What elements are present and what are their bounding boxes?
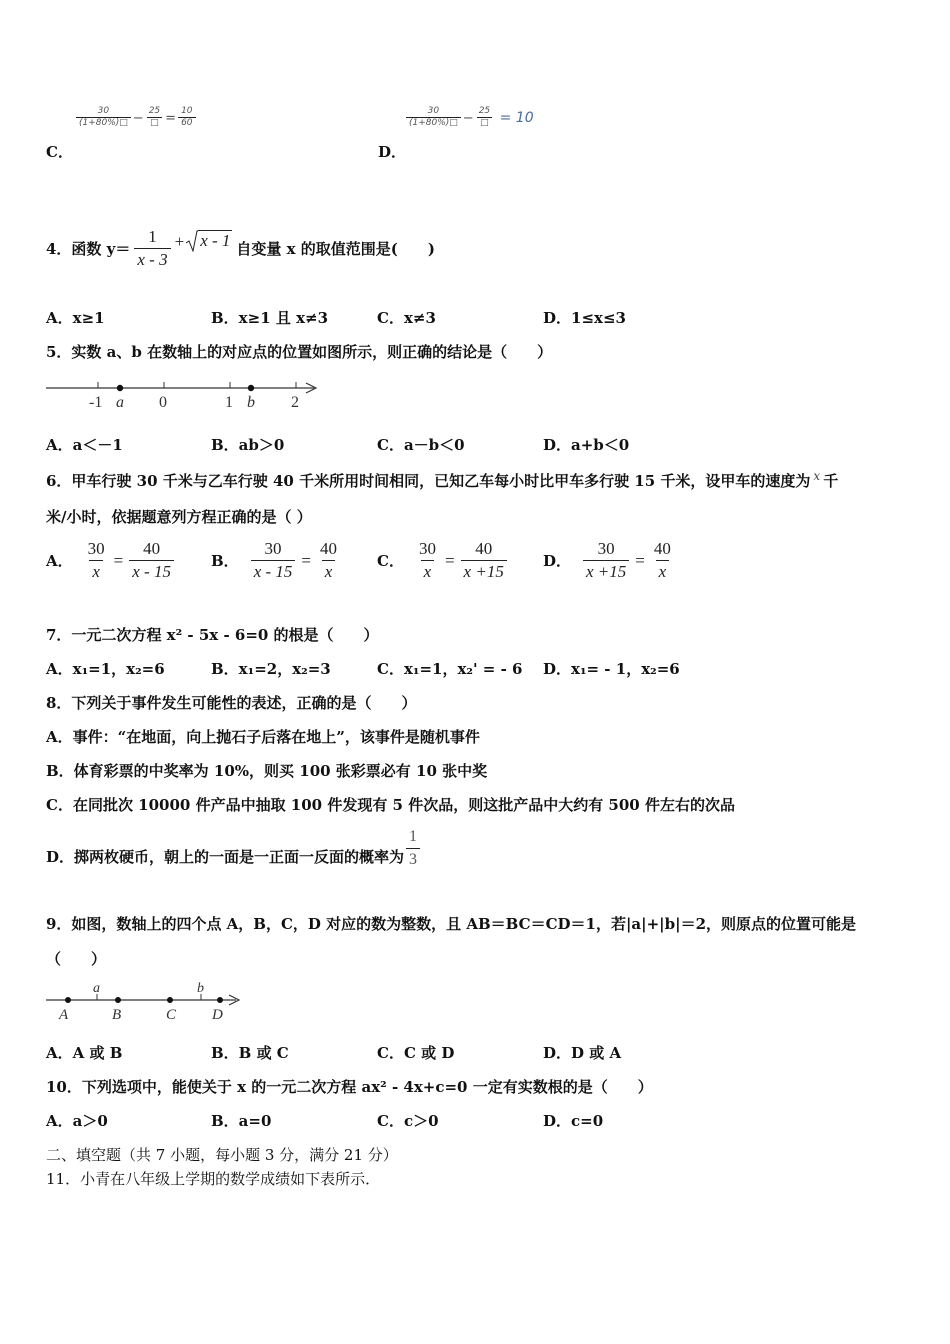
point-label-D: D [212,1007,223,1023]
tick-label-neg1: -1 [89,394,103,411]
q4-option-b: B．x≥1 且 x≠3 [211,309,329,327]
point-B [115,997,121,1003]
q3-option-c: $\frac{30}{(1+80\%)□}$ − $\frac{25}{□}$ = $\frac{10}{60}$ [74,106,198,129]
q7-stem: 7．一元二次方程 x² - 5x - 6=0 的根是（ ） [46,626,379,644]
fraction: $\frac{25}{□}$ [148,106,161,128]
q10-option-a: A．a＞0 [46,1112,108,1130]
point-A [65,997,71,1003]
section-heading-fill-in: 二、填空题（共 7 小题，每小题 3 分，满分 21 分） [46,1146,398,1164]
point-label-A: A [59,1007,69,1023]
q5-stem: 5．实数 a、b 在数轴上的对应点的位置如图所示，则正确的结论是（ ） [46,343,553,361]
tick-label-2: 2 [291,394,299,411]
q6-option-c: C． $\frac{30}{x}$ = $\frac{40}{x +15}$ [377,538,509,583]
fraction: $\frac{10}{60}$ [178,106,195,129]
point-b [248,385,254,391]
q8-option-c: C．在同批次 10000 件产品中抽取 100 件发现有 5 件次品，则这批产品中大约有 500 件左右的次品 [46,796,735,814]
q7-option-c: C．x₁=1，x₂' = - 6 [377,660,523,678]
point-label-a: a [116,394,124,411]
tick-label-0: 0 [159,394,167,411]
fraction: $\frac{40}{x - 15}$ [129,538,174,583]
mark-label-b: b [197,981,204,996]
q10-option-c: C．c＞0 [377,1112,439,1130]
q3-option-c-label: C． [46,143,73,161]
fraction: $\frac{1}{x - 3}$ [134,226,170,271]
fraction: $\frac{1}{3}$ [406,826,420,871]
q5-option-c: C．a－b＜0 [377,436,465,454]
q5-option-b: B．ab＞0 [211,436,285,454]
point-D [217,997,223,1003]
point-label-b: b [247,394,255,411]
fraction: $\frac{40}{x}$ [320,539,337,581]
q11-stem: 11．小青在八年级上学期的数学成绩如下表所示． [46,1170,381,1188]
point-label-C: C [166,1007,177,1023]
q9-stem: 9．如图，数轴上的四个点 A，B，C，D 对应的数为整数，且 AB＝BC＝CD＝1，若|a|+|b|＝2，则原点的位置可能是 [46,915,857,933]
q6-stem-line1: 6．甲车行驶 30 千米与乙车行驶 40 千米所用时间相同，已知乙车每小时比甲车多行驶 15 千米，设甲车的速度为 $^x$ 千 [46,469,839,490]
q10-option-b: B．a=0 [211,1112,272,1130]
q5-option-d: D．a+b＜0 [543,436,630,454]
q8-stem: 8．下列关于事件发生可能性的表述，正确的是（ ） [46,694,417,712]
point-label-B: B [112,1007,122,1023]
point-a [117,385,123,391]
fraction: $\frac{40}{x}$ [653,539,671,581]
q9-option-d: D．D 或 A [543,1044,622,1062]
q10-stem: 10．下列选项中，能使关于 x 的一元二次方程 ax² - 4x+c=0 一定有实数根的是（ ） [46,1078,653,1096]
q7-option-d: D．x₁= - 1，x₂=6 [543,660,680,678]
q8-option-d: D．掷两枚硬币，朝上的一面是一正面一反面的概率为 $\frac{1}{3}$ [46,826,422,871]
fraction: $\frac{40}{x +15}$ [461,538,507,583]
q6-option-b: B． $\frac{30}{x - 15}$ = $\frac{40}{x}$ [211,538,342,583]
q3-option-d-label: D． [378,143,407,161]
q6-option-d: D． $\frac{30}{x +15}$ = $\frac{40}{x}$ [543,538,676,583]
fraction: $\frac{30}{x}$ [87,539,105,581]
q7-option-a: A．x₁=1，x₂=6 [46,660,165,678]
fraction: $\frac{30}{(1+80\%)□}$ [406,106,461,129]
mark-label-a: a [93,981,100,996]
point-C [167,997,173,1003]
q9-option-c: C．C 或 D [377,1044,455,1062]
q9-option-a: A．A 或 B [46,1044,123,1062]
q5-number-line [44,378,334,418]
q6-stem-line2: 米/小时，依据题意列方程正确的是（ ） [46,508,312,526]
q8-option-a: A．事件：“在地面，向上抛石子后落在地上”，该事件是随机事件 [46,728,480,746]
q9-paren: （ ） [46,950,107,968]
q4-option-d: D．1≤x≤3 [543,309,626,327]
q9-option-b: B．B 或 C [211,1044,289,1062]
q8-option-b: B．体育彩票的中奖率为 10%，则买 100 张彩票必有 10 张中奖 [46,762,488,780]
q4-option-c: C．x≠3 [377,309,436,327]
tick-label-1: 1 [225,394,233,411]
fraction: $\frac{25}{□}$ [478,106,491,128]
q9-number-line [44,980,254,1024]
q10-option-d: D．c=0 [543,1112,604,1130]
fraction: $\frac{30}{x - 15}$ [251,538,296,583]
fraction: $\frac{30}{x}$ [418,539,436,581]
q4-option-a: A．x≥1 [46,309,105,327]
fraction: $\frac{30}{x +15}$ [583,538,629,583]
q7-option-b: B．x₁=2，x₂=3 [211,660,331,678]
sqrt-symbol: x - 1 [186,230,232,252]
fraction: $\frac{30}{(1+80\%)□}$ [76,106,131,129]
q5-option-a: A．a＜－1 [46,436,123,454]
q4-stem: 4．函数 y＝ $\frac{1}{x - 3}$ + x - 1 自变量 x 的取值范围是( ) [46,227,436,269]
q6-option-a: A． $\frac{30}{x}$ = $\frac{40}{x - 15}$ [46,538,176,583]
q3-option-d: $\frac{30}{(1+80\%)□}$ − $\frac{25}{□}$ = 10 [404,106,534,129]
radical-icon [186,230,198,252]
